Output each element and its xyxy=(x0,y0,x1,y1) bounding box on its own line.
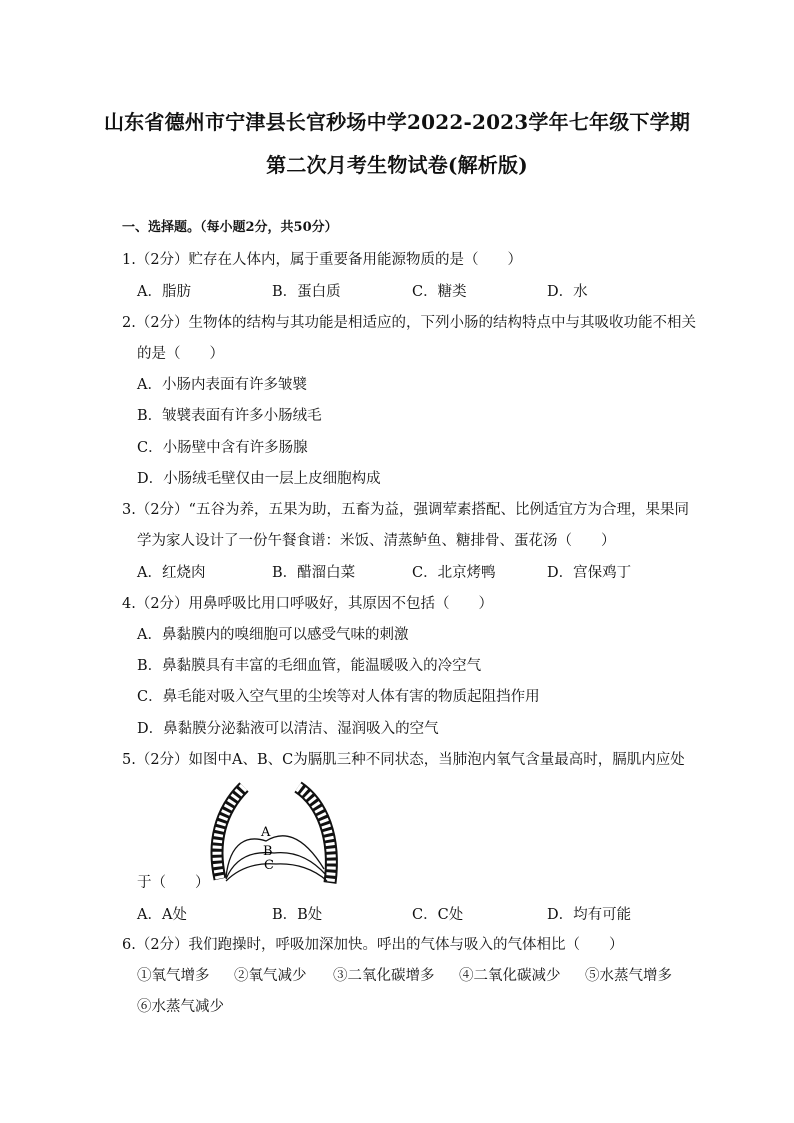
choice-4: ④二氧化碳减少 xyxy=(459,968,561,984)
diaphragm-diagram xyxy=(206,781,348,889)
option-c: C．北京烤鸭 xyxy=(412,565,496,581)
option-d: D．水 xyxy=(547,284,588,300)
question-2-stem: 2.（2分）生物体的结构与其功能是相适应的，下列小肠的结构特点中与其吸收功能不相关 xyxy=(122,315,697,331)
diaphragm-curve-b xyxy=(226,853,326,879)
question-2-stem-cont: 的是（ ） xyxy=(137,346,224,362)
question-4-option-a: A．鼻黏膜内的嗅细胞可以感受气味的刺激 xyxy=(137,627,409,643)
choice-2: ②氧气减少 xyxy=(234,968,307,984)
question-4-stem: 4.（2分）用鼻呼吸比用口呼吸好，其原因不包括（ ） xyxy=(122,596,494,612)
exam-title-line1: 山东省德州市宁津县长官秒场中学2022-2023学年七年级下学期 xyxy=(103,110,691,134)
option-c: C．糖类 xyxy=(412,284,467,300)
option-a: A．脂肪 xyxy=(137,284,191,300)
question-6-stem: 6.（2分）我们跑操时，呼吸加深加快。呼出的气体与吸入的气体相比（ ） xyxy=(122,937,624,953)
exam-title-line2: 第二次月考生物试卷(解析版) xyxy=(266,153,528,177)
diaphragm-curve-c xyxy=(226,864,327,881)
question-4-option-d: D．鼻黏膜分泌黏液可以清洁、湿润吸入的空气 xyxy=(137,721,439,737)
option-d: D．均有可能 xyxy=(547,907,632,923)
question-3-stem-cont: 学为家人设计了一份午餐食谱：米饭、清蒸鲈鱼、糖排骨、蛋花汤（ ） xyxy=(137,533,616,549)
question-5-stem: 5.（2分）如图中A、B、C为膈肌三种不同状态，当肺泡内氧气含量最高时，膈肌内应处 xyxy=(122,752,685,768)
question-2-option-a: A．小肠内表面有许多皱襞 xyxy=(137,377,307,393)
question-1-stem: 1.（2分）贮存在人体内，属于重要备用能源物质的是（ ） xyxy=(122,252,523,268)
section-heading: 一、选择题。（每小题2分，共50分） xyxy=(122,220,338,235)
question-5-stem-cont: 于（ ） xyxy=(137,875,210,891)
question-2-option-b: B．皱襞表面有许多小肠绒毛 xyxy=(137,408,322,424)
question-4-option-b: B．鼻黏膜具有丰富的毛细血管，能温暖吸入的冷空气 xyxy=(137,658,482,674)
choice-1: ①氧气增多 xyxy=(137,968,210,984)
option-d: D．宫保鸡丁 xyxy=(547,565,632,581)
question-2-option-c: C．小肠壁中含有许多肠腺 xyxy=(137,440,308,456)
option-b: B．B处 xyxy=(272,907,323,923)
choice-6: ⑥水蒸气减少 xyxy=(137,999,224,1015)
option-c: C．C处 xyxy=(412,907,464,923)
option-a: A．红烧肉 xyxy=(137,565,206,581)
option-b: B．醋溜白菜 xyxy=(272,565,356,581)
label-a: A xyxy=(261,825,271,840)
label-b: B xyxy=(263,844,273,859)
option-a: A．A处 xyxy=(137,907,187,923)
choice-5: ⑤水蒸气增多 xyxy=(585,968,672,984)
question-3-stem: 3.（2分）“五谷为养，五果为助，五畜为益，强调荤素搭配、比例适宜方为合理，果果同 xyxy=(122,502,689,518)
option-b: B．蛋白质 xyxy=(272,284,341,300)
label-c: C xyxy=(264,858,274,873)
question-4-option-c: C．鼻毛能对吸入空气里的尘埃等对人体有害的物质起阻挡作用 xyxy=(137,689,540,705)
question-2-option-d: D．小肠绒毛壁仅由一层上皮细胞构成 xyxy=(137,471,381,487)
choice-3: ③二氧化碳增多 xyxy=(333,968,435,984)
